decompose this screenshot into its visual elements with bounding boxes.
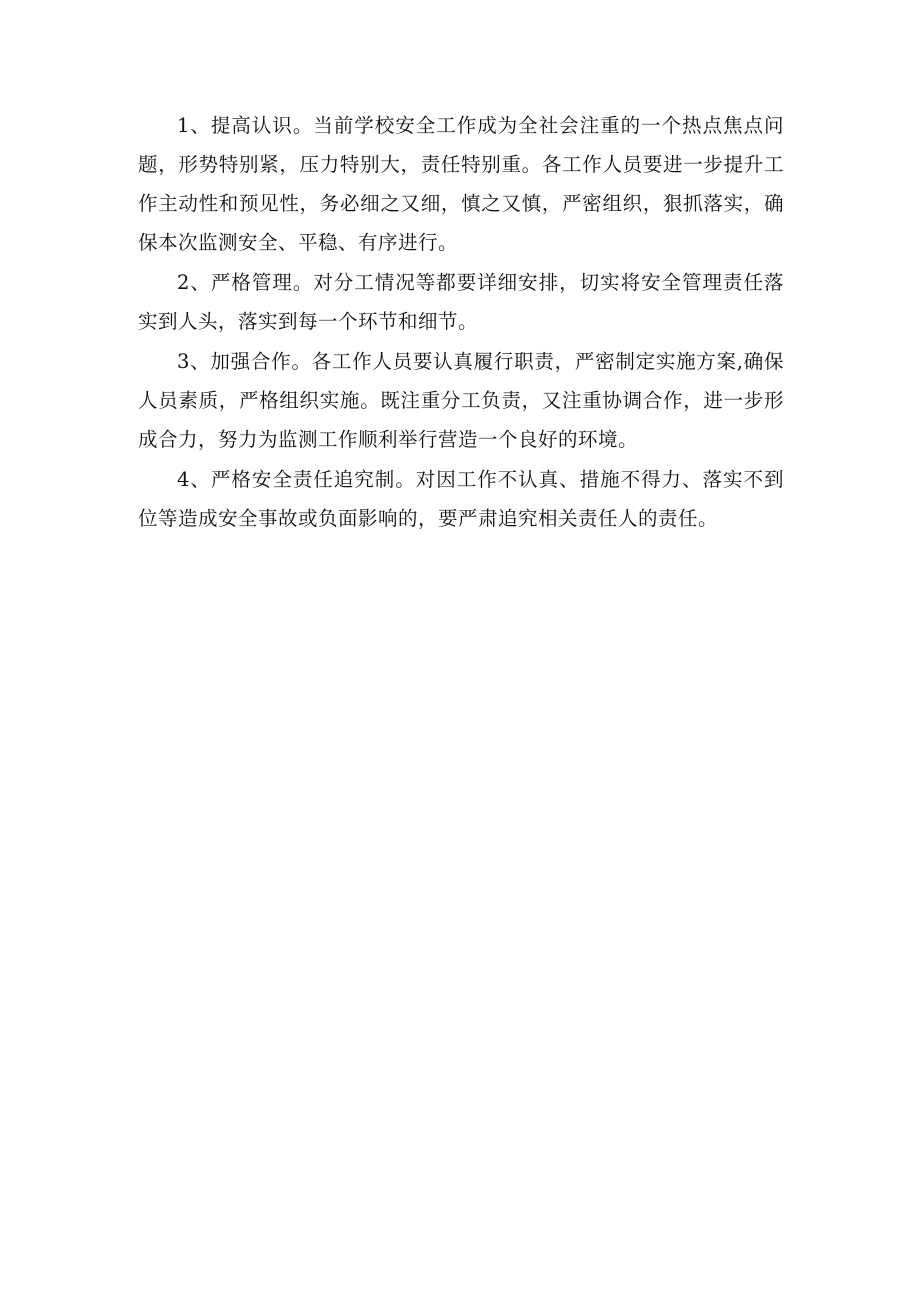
paragraph-3: 3、加强合作。各工作人员要认真履行职责，严密制定实施方案,确保人员素质，严格组织实施。既注重分工负责，又注重协调合作，进一步形成合力，努力为监测工作顺利举行营造一个良好的环境。: [138, 350, 784, 451]
paragraph-2: 2、严格管理。对分工情况等都要详细安排，切实将安全管理责任落实到人头，落实到每一个环节和细节。: [138, 271, 784, 333]
paragraph-4: 4、严格安全责任追究制。对因工作不认真、措施不得力、落实不到位等造成安全事故或负面影响的，要严肃追究相关责任人的责任。: [138, 468, 784, 530]
paragraph-1: 1、提高认识。当前学校安全工作成为全社会注重的一个热点焦点问题，形势特别紧，压力特别大，责任特别重。各工作人员要进一步提升工作主动性和预见性，务必细之又细，慎之又慎，严密组织，狠抓落实，确保本次监测安全、平稳、有序进行。: [138, 114, 784, 254]
document-body: [138, 106, 784, 539]
